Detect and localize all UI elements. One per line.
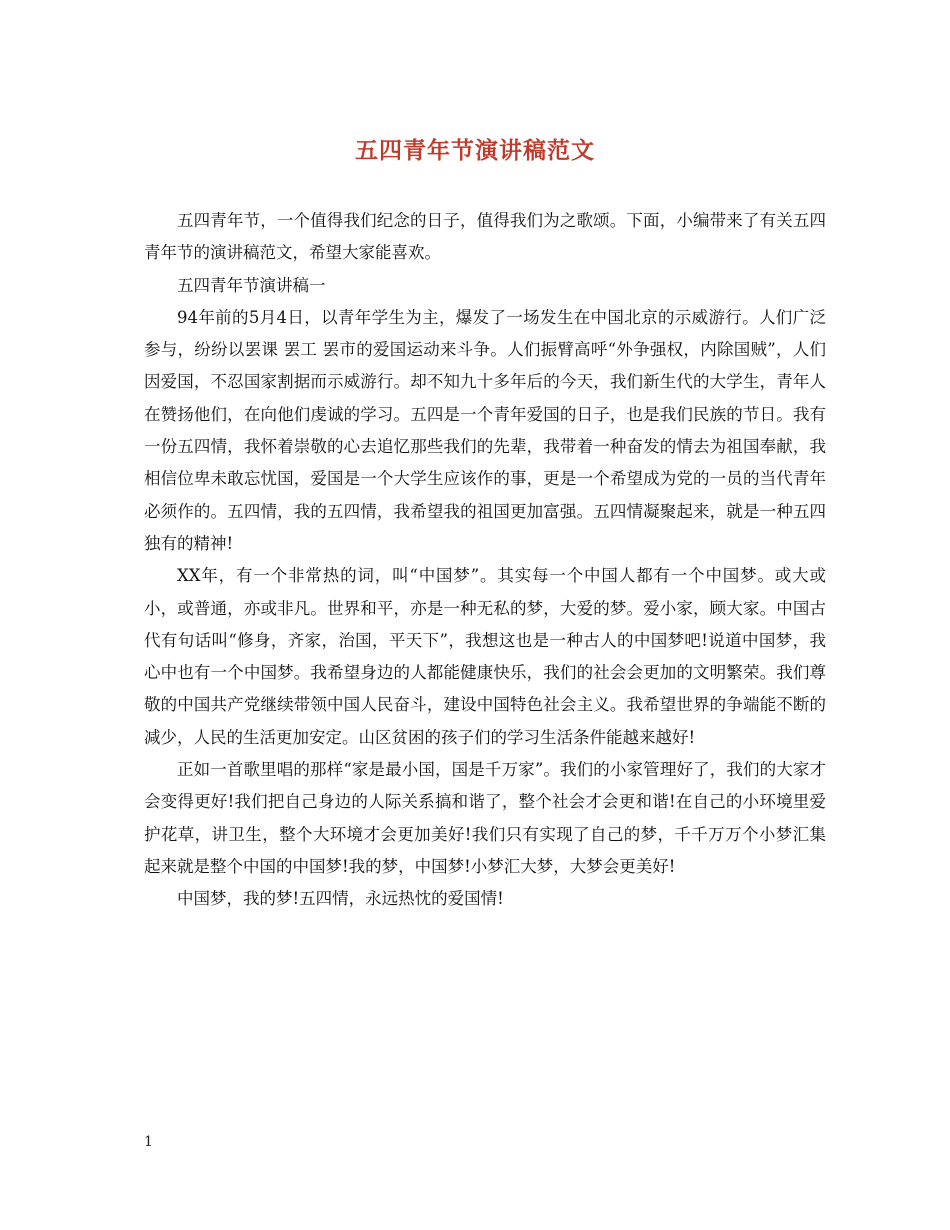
document-body bbox=[144, 205, 826, 916]
page-number: 1 bbox=[144, 1134, 153, 1150]
document-title: 五四青年节演讲稿范文 bbox=[355, 137, 595, 164]
paragraph-intro: 五四青年节，一个值得我们纪念的日子，值得我们为之歌颂。下面，小编带来了有关五四青年节的演讲稿范文，希望大家能喜欢。 bbox=[144, 211, 826, 263]
paragraph-closing: 中国梦，我的梦!五四情，永远热忱的爱国情! bbox=[177, 889, 504, 909]
paragraph-china-dream: XX年，有一个非常热的词，叫“中国梦”。其实每一个中国人都有一个中国梦。或大或小，或普通，亦或非凡。世界和平，亦是一种无私的梦，大爱的梦。爱小家，顾大家。中国古代有句话叫“修身，齐家，治国，平天下”，我想这也是一种古人的中国梦吧!说道中国梦，我心中也有一个中国梦。我希望身边的人都能健康快乐，我们的社会会更加的文明繁荣。我们尊敬的中国共产党继续带领中国人民奋斗，建设中国特色社会主义。我希望世界的争端能不断的减少，人民的生活更加安定。山区贫困的孩子们的学习生活条件能越来越好! bbox=[144, 566, 826, 747]
paragraph-home-country: 正如一首歌里唱的那样“家是最小国，国是千万家”。我们的小家管理好了，我们的大家才会变得更好!我们把自己身边的人际关系搞和谐了，整个社会才会更和谐!在自己的小环境里爱护花草，讲卫生，整个大环境才会更加美好!我们只有实现了自己的梦，千千万万个小梦汇集起来就是整个中国的中国梦!我的梦，中国梦!小梦汇大梦，大梦会更美好! bbox=[144, 760, 826, 876]
paragraph-history: 94年前的5月4日，以青年学生为主，爆发了一场发生在中国北京的示威游行。人们广泛参与，纷纷以罢课 罢工 罢市的爱国运动来斗争。人们振臂高呼“外争强权，内除国贼”，人们因爱国，不忍国家割据而示威游行。却不知九十多年后的今天，我们新生代的大学生，青年人在赞扬他们，在向他们虔诚的学习。五四是一个青年爱国的日子，也是我们民族的节日。我有一份五四情，我怀着崇敬的心去追忆那些我们的先辈，我带着一种奋发的情去为祖国奉献，我相信位卑未敢忘忧国，爱国是一个大学生应该作的事，更是一个希望成为党的一员的当代青年必须作的。五四情，我的五四情，我希望我的祖国更加富强。五四情凝聚起来，就是一种五四独有的精神! bbox=[144, 307, 826, 553]
section-heading: 五四青年节演讲稿一 bbox=[177, 275, 326, 295]
